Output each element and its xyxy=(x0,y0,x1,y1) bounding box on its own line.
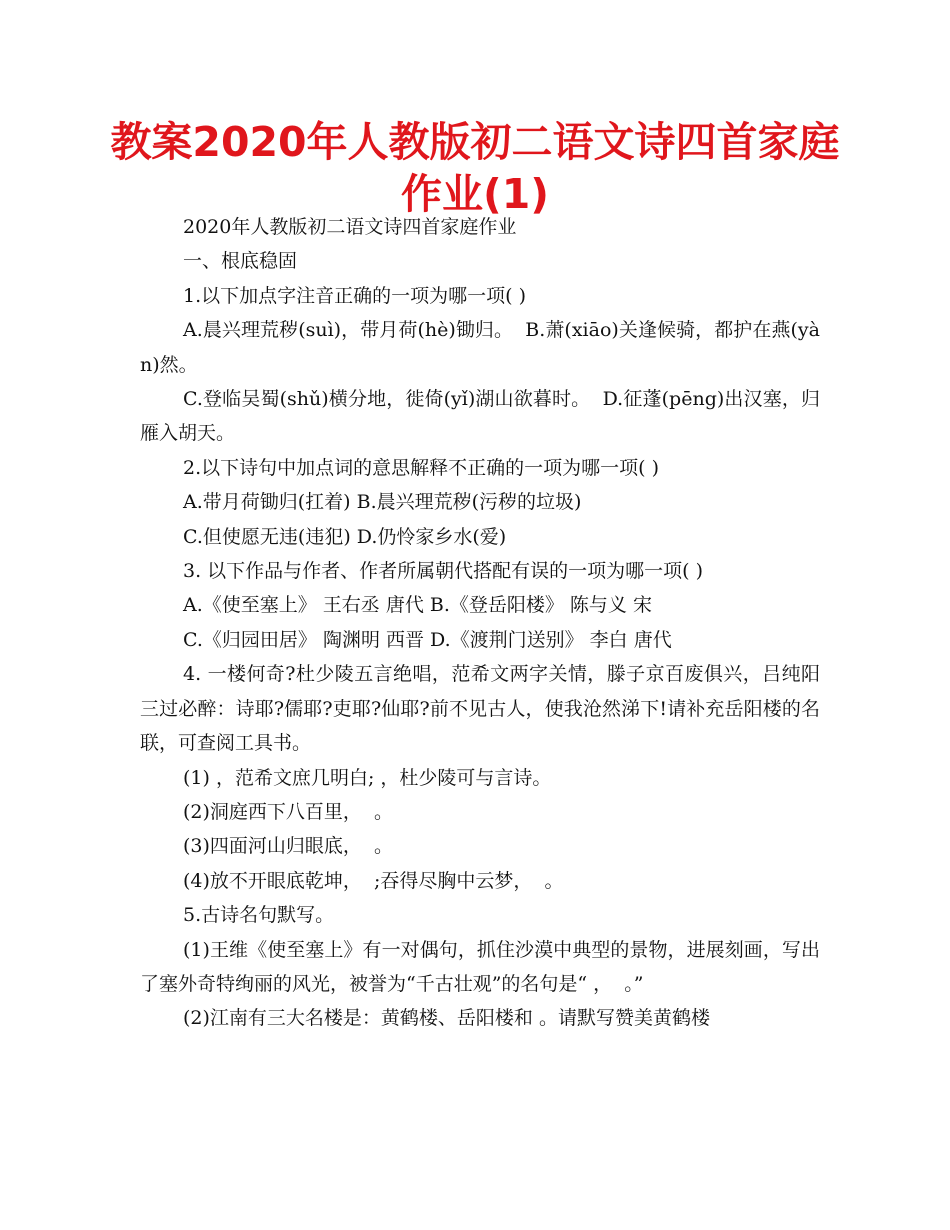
paragraph-question-5: 5.古诗名句默写。 xyxy=(183,904,335,927)
paragraph-question-4: 4. 一楼何奇?杜少陵五言绝唱，范希文两字关情，滕子京百废俱兴，吕纯阳三过必醉：诗耶?儒耶?吏耶?仙耶?前不见古人，使我沧然涕下!请补充岳阳楼的名联，可查阅工具书。 xyxy=(140,663,820,755)
paragraph-question-3-options-cd: C.《归园田居》 陶渊明 西晋 D.《渡荆门送别》 李白 唐代 xyxy=(183,628,672,651)
paragraph-question-2-options-ab: A.带月荷锄归(扛着) B.晨兴理荒秽(污秽的垃圾) xyxy=(183,491,582,514)
paragraph-question-4-item-3: (3)四面河山归眼底， 。 xyxy=(183,835,393,858)
paragraph-question-3: 3. 以下作品与作者、作者所属朝代搭配有误的一项为哪一项( ) xyxy=(183,560,704,583)
paragraph-question-3-options-ab: A.《使至塞上》 王右丞 唐代 B.《登岳阳楼》 陈与义 宋 xyxy=(183,594,652,617)
paragraph-section-heading: 一、根底稳固 xyxy=(183,250,298,273)
document-title: 教案2020年人教版初二语文诗四首家庭作业(1) xyxy=(110,118,840,218)
paragraph-question-4-item-4: (4)放不开眼底乾坤， ;吞得尽胸中云梦， 。 xyxy=(183,869,564,892)
paragraph-question-1: 1.以下加点字注音正确的一项为哪一项( ) xyxy=(183,284,526,307)
document-body xyxy=(140,210,820,1036)
paragraph-question-2: 2.以下诗句中加点词的意思解释不正确的一项为哪一项( ) xyxy=(183,456,659,479)
paragraph-question-1-options-ab: A.晨兴理荒秽(suì)，带月荷(hè)锄归。 B.萧(xiāo)关逢候骑，都护在燕(yàn)然。 xyxy=(140,319,820,376)
paragraph-question-2-options-cd: C.但使愿无违(违犯) D.仍怜家乡水(爱) xyxy=(183,525,507,548)
paragraph-question-5-item-2: (2)江南有三大名楼是：黄鹤楼、岳阳楼和 。请默写赞美黄鹤楼 xyxy=(183,1007,710,1030)
paragraph-question-5-item-1: (1)王维《使至塞上》有一对偶句，抓住沙漠中典型的景物，进展刻画，写出了塞外奇特绚丽的风光，被誉为“千古壮观”的名句是“ ， 。” xyxy=(140,938,820,995)
paragraph-question-1-options-cd: C.登临吴蜀(shǔ)横分地，徙倚(yǐ)湖山欲暮时。 D.征蓬(pēng)出汉塞，归雁入胡天。 xyxy=(140,388,820,445)
paragraph-subtitle: 2020年人教版初二语文诗四首家庭作业 xyxy=(183,216,517,238)
paragraph-question-4-item-1: (1) ，范希文庶几明白; ，杜少陵可与言诗。 xyxy=(183,766,552,789)
paragraph-question-4-item-2: (2)洞庭西下八百里， 。 xyxy=(183,800,393,823)
